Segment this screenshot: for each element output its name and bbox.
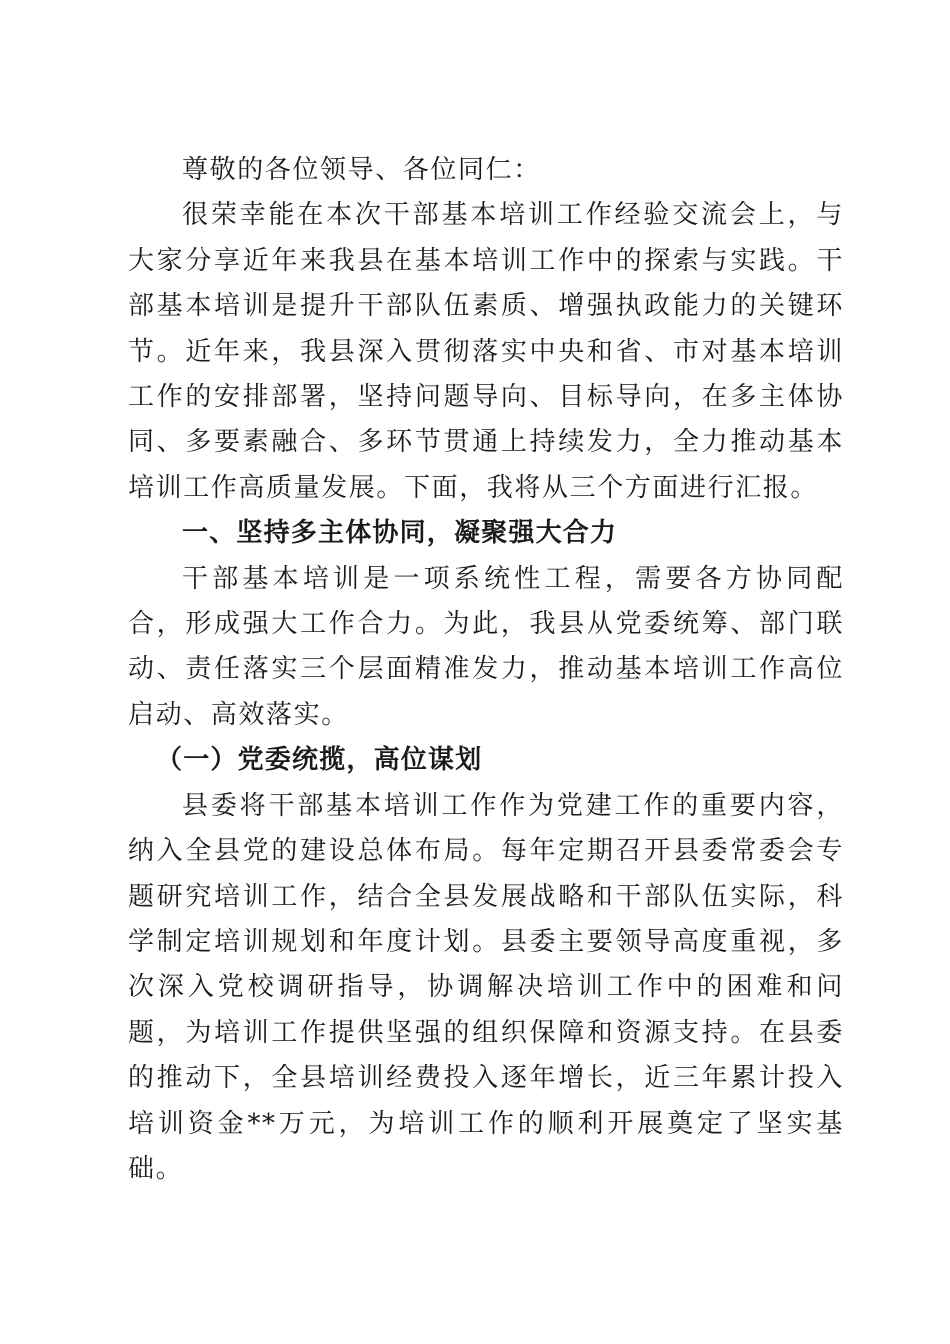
subsection-1-paragraph: 县委将干部基本培训工作作为党建工作的重要内容，纳入全县党的建设总体布局。每年定期召开县委常委会专题研究培训工作，结合全县发展战略和干部队伍实际，科学制定培训规划和年度计划。县委主要领导高度重视，多次深入党校调研指导，协调解决培训工作中的困难和问题，为培训工作提供坚强的组织保障和资源支持。在县委的推动下，全县培训经费投入逐年增长，近三年累计投入培训资金**万元，为培训工作的顺利开展奠定了坚实基础。 [128,790,844,1184]
intro-paragraph: 很荣幸能在本次干部基本培训工作经验交流会上，与大家分享近年来我县在基本培训工作中的探索与实践。干部基本培训是提升干部队伍素质、增强执政能力的关键环节。近年来，我县深入贯彻落实中央和省、市对基本培训工作的安排部署，坚持问题导向、目标导向，在多主体协同、多要素融合、多环节贯通上持续发力，全力推动基本培训工作高质量发展。下面，我将从三个方面进行汇报。 [128,200,844,503]
subsection-1-heading: （一）党委统揽，高位谋划 [156,745,483,776]
section-1-heading: 一、坚持多主体协同，凝聚强大合力 [182,518,618,549]
section-1-paragraph: 干部基本培训是一项系统性工程，需要各方协同配合，形成强大工作合力。为此，我县从党委统筹、部门联动、责任落实三个层面精准发力，推动基本培训工作高位启动、高效落实。 [128,563,844,730]
salutation: 尊敬的各位领导、各位同仁： [182,155,541,185]
document-body [128,148,844,1192]
